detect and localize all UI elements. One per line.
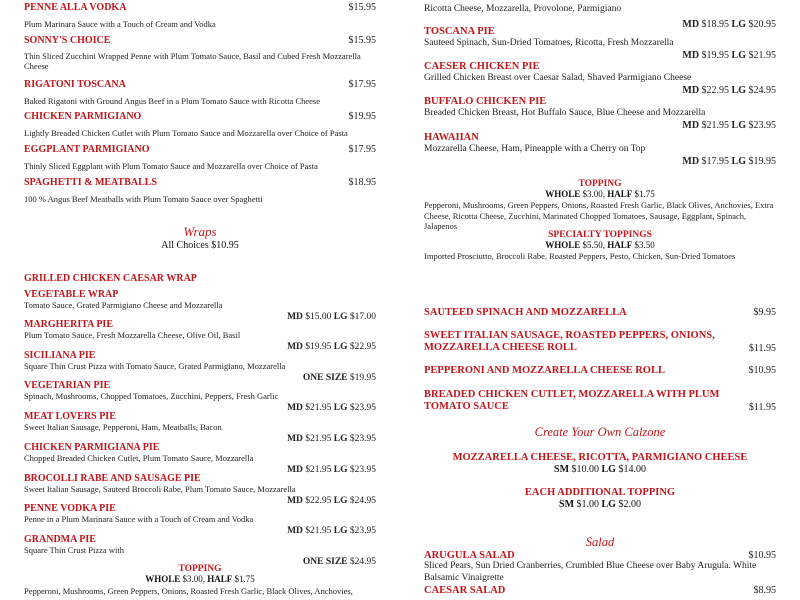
menu-item: [424, 26, 776, 61]
menu-item: [24, 35, 376, 71]
menu-item: [24, 319, 376, 352]
item-price: $15.95: [348, 2, 376, 13]
menu-item: [424, 307, 776, 318]
item-name: SICILIANA PIE: [24, 350, 96, 361]
half-price: $1.75: [234, 574, 255, 584]
md-price: $21.95: [305, 465, 332, 475]
menu-item: [24, 289, 376, 322]
sm-price: $1.00: [576, 499, 600, 510]
lg-label: LG: [731, 120, 746, 131]
lg-price: $14.00: [618, 464, 646, 475]
lg-price: $23.95: [748, 120, 776, 131]
item-name: MEAT LOVERS PIE: [24, 411, 116, 422]
item-desc: Square Thin Crust Pizza with Tomato Sauce, Grated Parmigiano, Mozzarella: [24, 361, 286, 371]
md-label: MD: [682, 156, 700, 167]
item-name: VEGETARIAN PIE: [24, 380, 111, 391]
item-desc: Ricotta Cheese, Mozzarella, Provolone, Parmigiano: [424, 4, 622, 14]
topping-list: Pepperoni, Mushrooms, Green Peppers, Onions, Roasted Fresh Garlic, Black Olives, Anchovies,: [24, 586, 353, 596]
item-desc: 100 % Angus Beef Meatballs with Plum Tomato Sauce over Spaghetti: [24, 194, 263, 204]
menu-item: [24, 268, 376, 286]
item-desc: Plum Tomato Sauce, Fresh Mozzarella Cheese, Olive Oil, Basil: [24, 330, 241, 340]
menu-item: [424, 330, 776, 354]
md-price: $21.95: [701, 120, 730, 131]
md-price: $21.95: [305, 526, 332, 536]
md-label: MD: [287, 465, 303, 475]
lg-label: LG: [731, 19, 746, 30]
item-desc: Thinly Sliced Eggplant with Plum Tomato Sauce and Mozzarella over Choice of Pasta: [24, 161, 318, 171]
half-label: HALF: [607, 189, 633, 199]
lg-price: $19.95: [748, 156, 776, 167]
menu-item: [424, 132, 776, 167]
wraps-subtitle: All Choices $10.95: [161, 240, 239, 251]
menu-item: [424, 550, 776, 584]
item-name: VEGETABLE WRAP: [24, 289, 119, 300]
item-name: BREADED CHICKEN CUTLET, MOZZARELLA WITH PLUM TOMATO SAUCE: [424, 389, 720, 412]
md-price: $15.00: [305, 312, 332, 322]
lg-label: LG: [601, 464, 616, 475]
half-price: $1.75: [634, 189, 655, 199]
md-label: MD: [287, 403, 303, 413]
menu-item: [424, 365, 776, 376]
topping-section: [24, 564, 376, 596]
menu-item: [24, 79, 376, 106]
item-price: $17.95: [348, 79, 376, 90]
menu-item: [24, 350, 376, 383]
lg-price: $21.95: [748, 50, 776, 61]
whole-price: $3.00,: [582, 189, 605, 199]
md-label: MD: [682, 85, 700, 96]
md-price: $21.95: [305, 434, 332, 444]
md-price: $22.95: [305, 496, 332, 506]
lg-price: $20.95: [748, 19, 776, 30]
md-label: MD: [287, 434, 303, 444]
item-sizes: [424, 50, 776, 61]
item-desc: Penne in a Plum Marinara Sauce with a Touch of Cream and Vodka: [24, 514, 254, 524]
item-sizes: [424, 499, 776, 511]
item-sizes: [424, 85, 776, 96]
item-name: CAESAR SALAD: [424, 585, 506, 596]
item-desc: Grilled Chicken Breast over Caesar Salad, Shaved Parmigiano Cheese: [424, 73, 692, 83]
item-desc: Sweet Italian Sausage, Sauteed Broccoli Rabe, Plum Tomato Sauce, Mozzarella: [24, 484, 296, 494]
item-price: $18.95: [348, 177, 376, 188]
lg-price: $23.95: [349, 434, 376, 444]
topping-prices: [424, 189, 776, 200]
item-desc: Sliced Pears, Sun Dried Cranberries, Crumbled Blue Cheese over Baby Arugula. White Balsamic Vinaigrette: [424, 561, 757, 583]
item-price: $10.95: [748, 550, 776, 561]
item-price: $17.95: [348, 144, 376, 155]
lg-price: $23.95: [349, 465, 376, 475]
md-label: MD: [287, 312, 303, 322]
topping-prices: [24, 574, 376, 585]
whole-label: WHOLE: [545, 240, 581, 250]
lg-price: $17.00: [349, 312, 376, 322]
menu-item: [424, 585, 776, 596]
sm-price: $10.00: [571, 464, 600, 475]
whole-label: WHOLE: [145, 574, 181, 584]
item-desc: Mozzarella Cheese, Ham, Pineapple with a Cherry on Top: [424, 144, 646, 154]
create-calzone-title: Create Your Own Calzone: [534, 425, 666, 439]
topping-title: TOPPING: [178, 564, 222, 574]
lg-label: LG: [333, 403, 348, 413]
one-size-price: $19.95: [349, 373, 376, 383]
whole-label: WHOLE: [545, 189, 581, 199]
md-label: MD: [287, 496, 303, 506]
item-price: $19.95: [348, 111, 376, 122]
menu-item: [24, 442, 376, 475]
sm-label: SM: [559, 499, 575, 510]
salad-heading: [424, 535, 776, 550]
lg-label: LG: [731, 85, 746, 96]
lg-label: LG: [333, 342, 348, 352]
lg-price: $24.95: [349, 496, 376, 506]
lg-label: LG: [601, 499, 616, 510]
specialty-topping-section: [424, 230, 776, 262]
md-price: $18.95: [701, 19, 730, 30]
item-name: RIGATONI TOSCANA: [24, 79, 126, 90]
topping-title: TOPPING: [578, 179, 622, 189]
lg-label: LG: [333, 526, 348, 536]
lg-price: $22.95: [349, 342, 376, 352]
lg-label: LG: [333, 465, 348, 475]
item-desc: Sauteed Spinach, Sun-Dried Tomatoes, Ricotta, Fresh Mozzarella: [424, 38, 674, 48]
item-price: $15.95: [348, 35, 376, 46]
menu-item: [424, 96, 776, 131]
wraps-section-heading: [24, 224, 376, 251]
item-price: $10.95: [748, 365, 776, 376]
md-price: $22.95: [701, 85, 730, 96]
wraps-title: Wraps: [183, 224, 217, 239]
item-price: $8.95: [753, 585, 776, 596]
md-label: MD: [287, 526, 303, 536]
item-desc: Square Thin Crust Pizza with: [24, 545, 124, 555]
menu-item: [24, 2, 376, 29]
sm-label: SM: [554, 464, 570, 475]
item-price: $9.95: [753, 307, 776, 318]
create-calzone-heading: [424, 425, 776, 440]
specialty-title: SPECIALTY TOPPINGS: [548, 230, 652, 240]
lg-price: $23.95: [349, 526, 376, 536]
md-price: $17.95: [701, 156, 730, 167]
menu-item: [24, 144, 376, 171]
menu-item: [24, 411, 376, 444]
item-desc: Tomato Sauce, Grated Parmigiano Cheese and Mozzarella: [24, 300, 223, 310]
item-name: MARGHERITA PIE: [24, 319, 113, 330]
item-name: PENNE ALLA VODKA: [24, 2, 127, 13]
menu-item: [424, 389, 776, 413]
item-desc: Lightly Breaded Chicken Cutlet with Plum Tomato Sauce and Mozzarella over Choice of Pasta: [24, 128, 348, 138]
item-sizes: [424, 464, 776, 476]
item-desc: Chopped Breaded Chicken Cutlet, Plum Tomato Sauce, Mozzarella: [24, 453, 254, 463]
item-name: CHICKEN PARMIGIANA PIE: [24, 442, 160, 453]
lg-label: LG: [731, 50, 746, 61]
calzone-base: [424, 452, 776, 476]
item-desc: Plum Marinara Sauce with a Touch of Cream and Vodka: [24, 19, 216, 29]
menu-item: [24, 380, 376, 413]
item-name: BROCOLLI RABE AND SAUSAGE PIE: [24, 473, 201, 484]
menu-item: [24, 534, 376, 567]
item-name: GRILLED CHICKEN CAESAR WRAP: [24, 273, 197, 284]
item-name: BUFFALO CHICKEN PIE: [424, 96, 547, 107]
item-name: EGGPLANT PARMIGIANO: [24, 144, 150, 155]
item-price: $11.95: [748, 343, 776, 354]
item-name: ARUGULA SALAD: [424, 550, 515, 561]
item-desc: Breaded Chicken Breast, Hot Buffalo Sauce, Blue Cheese and Mozzarella: [424, 108, 706, 118]
whole-price: $3.00,: [182, 574, 205, 584]
item-desc: Baked Rigatoni with Ground Angus Beef in a Plum Tomato Sauce with Ricotta Cheese: [24, 96, 320, 106]
topping-list: Pepperoni, Mushrooms, Green Peppers, Onions, Roasted Fresh Garlic, Black Olives, Anchovies, Extra Cheese, Ricotta Cheese, Zucchini, Marinated Chopped Tomatoes, Sausage, Eggplant, Spinach, Jalapenos: [424, 200, 774, 231]
item-name: SAUTEED SPINACH AND MOZZARELLA: [424, 307, 627, 318]
item-name: SPAGHETTI & MEATBALLS: [24, 177, 157, 188]
md-price: $21.95: [305, 403, 332, 413]
item-name: CHICKEN PARMIGIANO: [24, 111, 142, 122]
menu-item: [24, 473, 376, 506]
item-name: SWEET ITALIAN SAUSAGE, ROASTED PEPPERS, ONIONS, MOZZARELLA CHEESE ROLL: [424, 330, 715, 353]
half-label: HALF: [607, 240, 633, 250]
item-sizes: [424, 120, 776, 131]
menu-item: [24, 177, 376, 204]
md-price: $19.95: [305, 342, 332, 352]
item-price: $11.95: [748, 402, 776, 413]
half-label: HALF: [207, 574, 233, 584]
topping-section: [424, 179, 776, 232]
one-size-price: $24.95: [349, 557, 376, 567]
specialty-list: Imported Prosciutto, Broccoli Rabe, Roasted Peppers, Pesto, Chicken, Sun-Dried Tomatoes: [424, 251, 736, 261]
item-name: GRANDMA PIE: [24, 534, 96, 545]
item-name: HAWAIIAN: [424, 132, 479, 143]
item-name: TOSCANA PIE: [424, 26, 495, 37]
item-name: PENNE VODKA PIE: [24, 503, 116, 514]
item-name: SONNY'S CHOICE: [24, 35, 111, 46]
lg-label: LG: [333, 434, 348, 444]
item-name: CAESER CHICKEN PIE: [424, 61, 540, 72]
item-desc: Thin Sliced Zucchini Wrapped Penne with Plum Tomato Sauce, Basil and Cubed Fresh Mozzarella Cheese: [24, 51, 361, 71]
menu-item: [24, 503, 376, 536]
lg-price: $24.95: [748, 85, 776, 96]
lg-label: LG: [731, 156, 746, 167]
lg-label: LG: [333, 496, 348, 506]
salad-title: Salad: [585, 535, 615, 549]
calzone-topping: [424, 487, 776, 511]
item-name: EACH ADDITIONAL TOPPING: [524, 487, 676, 498]
item-name: MOZZARELLA CHEESE, RICOTTA, PARMIGIANO CHEESE: [452, 452, 748, 463]
md-price: $19.95: [701, 50, 730, 61]
md-label: MD: [682, 50, 700, 61]
lg-price: $23.95: [349, 403, 376, 413]
menu-item: [424, 61, 776, 96]
one-size-label: ONE SIZE: [302, 557, 348, 567]
md-label: MD: [287, 342, 303, 352]
item-name: PEPPERONI AND MOZZARELLA CHEESE ROLL: [424, 365, 665, 376]
item-desc: Spinach, Mushrooms, Chopped Tomatoes, Zucchini, Peppers, Fresh Garlic: [24, 391, 279, 401]
whole-price: $5.50,: [582, 240, 605, 250]
menu-item: [24, 111, 376, 138]
lg-price: $2.00: [618, 499, 641, 510]
specialty-prices: [424, 240, 776, 251]
lg-label: LG: [333, 312, 348, 322]
one-size-label: ONE SIZE: [302, 373, 348, 383]
md-label: MD: [682, 120, 700, 131]
half-price: $3.50: [634, 240, 655, 250]
md-label: MD: [682, 19, 700, 30]
item-sizes: [424, 156, 776, 167]
item-desc: Sweet Italian Sausage, Pepperoni, Ham, Meatballs, Bacon: [24, 422, 222, 432]
